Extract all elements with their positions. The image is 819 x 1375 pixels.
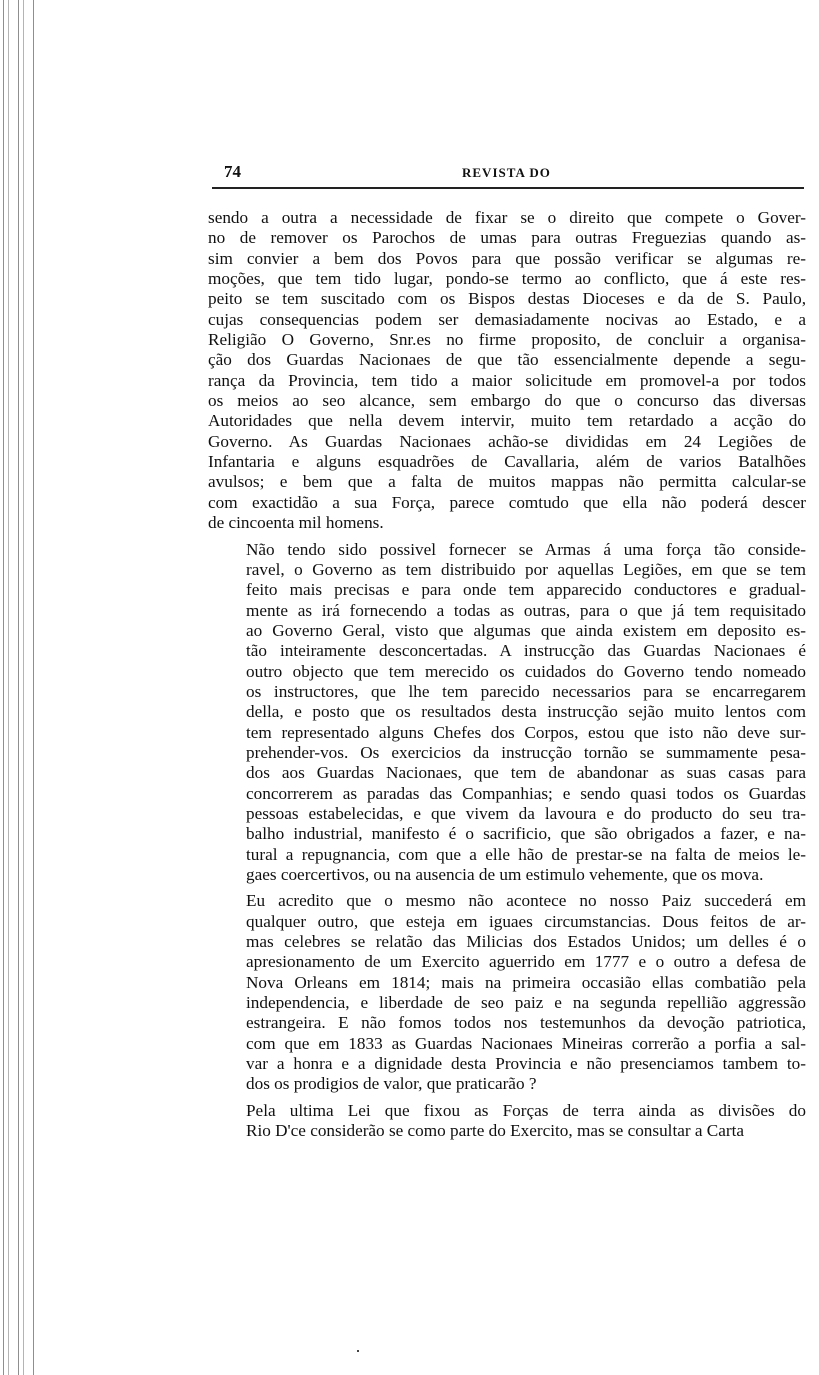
text-line: Rio D'ce considerão se como parte do Exercito, mas se consultar a Carta: [246, 1121, 745, 1141]
text-line: ao Governo Geral, visto que algumas que ainda existem em deposito es-: [246, 620, 806, 640]
text-line: concorrerem as paradas das Companhias; e sendo quasi todos os Guardas: [246, 783, 806, 803]
text-line: cujas consequencias podem ser demasiadamente nocivas ao Estado, e a: [208, 309, 806, 329]
text-line: tural a repugnancia, com que a elle hão de prestar-se na falta de meios le-: [246, 844, 806, 864]
text-line: com que em 1833 as Guardas Nacionaes Mineiras correrão a porfia a sal-: [246, 1033, 806, 1053]
text-line: com exactidão a sua Força, parece comtudo que ella não poderá descer: [208, 492, 806, 512]
text-line: avulsos; e bem que a falta de muitos mappas não permitta calcular-se: [208, 472, 806, 492]
text-line: ção dos Guardas Nacionaes de que tão essencialmente depende a segu-: [208, 350, 806, 370]
text-line: balho industrial, manifesto é o sacrificio, que são obrigados a fazer, e na-: [246, 824, 806, 844]
text-line: independencia, e liberdade de seo paiz e na segunda repellião aggressão: [246, 993, 806, 1013]
text-line: pessoas estabelecidas, e que vivem da lavoura e do producto do seu tra-: [246, 803, 806, 823]
paragraph: [208, 891, 806, 1094]
text-line: moções, que tem tido lugar, pondo-se termo ao conflicto, que á este res-: [208, 269, 806, 289]
text-line: qualquer outro, que esteja em iguaes circumstancias. Dous feitos de ar-: [246, 911, 806, 931]
text-line: Religião O Governo, Snr.es no firme proposito, de concluir a organisa-: [208, 330, 806, 350]
text-line: sendo a outra a necessidade de fixar se o direito que compete o Gover-: [208, 208, 806, 227]
paragraph: [208, 1101, 806, 1142]
text-line: Infantaria e alguns esquadrões de Cavallaria, além de varios Batalhões: [208, 452, 806, 472]
text-line: Eu acredito que o mesmo não acontece no nosso Paiz succederá em: [246, 891, 806, 911]
text-line: dos os prodigios de valor, que praticarão ?: [246, 1074, 537, 1094]
text-line: apresionamento de um Exercito aguerrido em 1777 e o outro a defesa de: [246, 952, 806, 972]
text-line: sim convier a bem dos Povos para que possão verificar se algumas re-: [208, 248, 806, 268]
text-line: Autoridades que nella devem intervir, muito tem retardado a acção do: [208, 411, 806, 431]
text-line: Não tendo sido possivel fornecer se Armas á uma força tão conside-: [246, 539, 806, 559]
text-line: tão inteiramente desconcertadas. A instrucção das Guardas Nacionaes é: [246, 641, 806, 661]
running-head: REVISTA DO: [462, 165, 551, 180]
text-line: no de remover os Parochos de umas para outras Freguezias quando as-: [208, 228, 806, 248]
body-text: [208, 208, 806, 1141]
text-line: var a honra e a dignidade desta Provincia e não presenciamos tambem to-: [246, 1054, 806, 1074]
header-rule: [212, 187, 804, 189]
text-line: mas celebres se relatão das Milicias dos Estados Unidos; um delles é o: [246, 932, 806, 952]
book-binding-edge: [0, 0, 38, 1375]
page-header: [212, 160, 804, 186]
text-line: rança da Provincia, tem tido a maior solicitude em promovel-a por todos: [208, 370, 806, 390]
text-line: gaes coercertivos, ou na ausencia de um estimulo vehemente, que os mova.: [246, 865, 764, 884]
text-line: os meios ao seo alcance, sem embargo do que o concurso das diversas: [208, 391, 806, 411]
text-line: de cincoenta mil homens.: [208, 513, 384, 533]
text-line: prehender-vos. Os exercicios da instrucção tornão se summamente pesa-: [246, 742, 806, 762]
text-line: os instructores, que lhe tem parecido necessarios para se encarregarem: [246, 681, 806, 701]
text-line: della, e posto que os resultados desta instrucção sejão muito lentos com: [246, 702, 806, 722]
print-speck: [357, 1350, 359, 1352]
page-number: 74: [224, 162, 241, 181]
paragraph: [208, 540, 806, 886]
text-line: mente as irá fornecendo a todas as outras, para o que já tem requisitado: [246, 600, 806, 620]
text-line: Nova Orleans em 1814; mais na primeira occasião ellas combatião pela: [246, 972, 806, 992]
text-line: ravel, o Governo as tem distribuido por aquellas Legiões, em que se tem: [246, 559, 806, 579]
paragraph: [208, 208, 806, 534]
text-line: Governo. As Guardas Nacionaes achão-se divididas em 24 Legiões de: [208, 431, 806, 451]
text-line: Pela ultima Lei que fixou as Forças de terra ainda as divisões do: [246, 1100, 806, 1120]
text-line: outro objecto que tem merecido os cuidados do Governo tendo nomeado: [246, 661, 806, 681]
text-line: estrangeira. E não fomos todos nos testemunhos da devoção patriotica,: [246, 1013, 806, 1033]
text-line: tem representado alguns Chefes dos Corpos, estou que isto não deve sur-: [246, 722, 806, 742]
text-line: peito se tem suscitado com os Bispos destas Dioceses e da de S. Paulo,: [208, 289, 806, 309]
text-line: feito mais precisas e para onde tem apparecido conductores e gradual-: [246, 580, 806, 600]
text-line: dos aos Guardas Nacionaes, que tem de abandonar as suas casas para: [246, 763, 806, 783]
